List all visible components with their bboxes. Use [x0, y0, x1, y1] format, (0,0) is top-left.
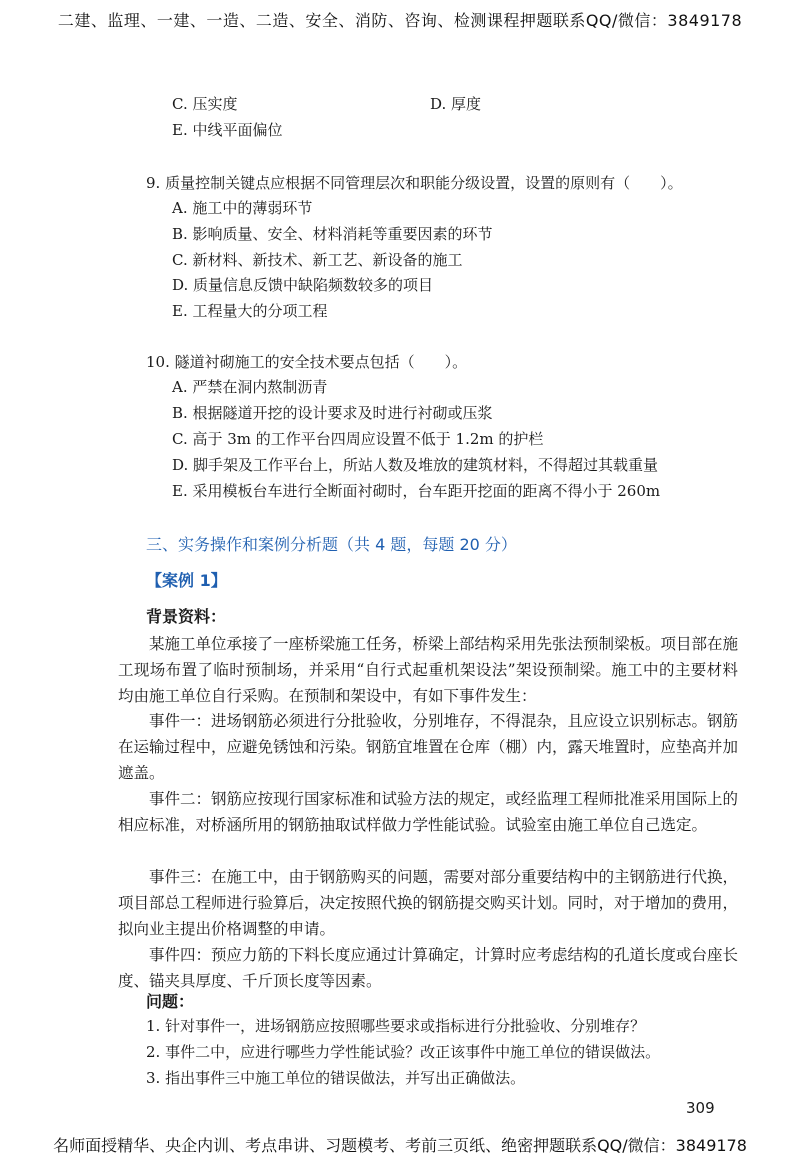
section-title: 三、实务操作和案例分析题（共 4 题，每题 20 分）: [146, 535, 517, 554]
event-2-paragraph: 事件二：钢筋应按现行国家标准和试验方法的规定，或经监理工程师批准采用国际上的相应标准，对桥涵所用的钢筋抽取试样做力学性能试验。试验室由施工单位自己选定。: [118, 790, 739, 834]
q9-option-c: C. 新材料、新技术、新工艺、新设备的施工: [172, 251, 463, 269]
case-title: 【案例 1】: [146, 571, 227, 590]
background-paragraph: 某施工单位承接了一座桥梁施工任务，桥梁上部结构采用先张法预制梁板。项目部在施工现场布置了临时预制场，并采用“自行式起重机架设法”架设预制梁。施工中的主要材料均由施工单位自行采购。在预制和架设中，有如下事件发生：: [118, 635, 739, 705]
q9-stem: 9. 质量控制关键点应根据不同管理层次和职能分级设置，设置的原则有（ ）。: [146, 174, 683, 192]
q9-option-b: B. 影响质量、安全、材料消耗等重要因素的环节: [172, 225, 493, 243]
event-3-paragraph: 事件三：在施工中，由于钢筋购买的问题，需要对部分重要结构中的主钢筋进行代换，项目部总工程师进行验算后，决定按照代换的钢筋提交购买计划。同时，对于增加的费用，拟向业主提出价格调整的申请。: [118, 868, 739, 938]
questions-label: 问题：: [146, 992, 195, 1011]
question-2: 2. 事件二中，应进行哪些力学性能试验？改正该事件中施工单位的错误做法。: [146, 1043, 661, 1061]
event-4-paragraph: 事件四：预应力筋的下料长度应通过计算确定，计算时应考虑结构的孔道长度或台座长度、锚夹具厚度、千斤顶长度等因素。: [118, 946, 739, 990]
question-1: 1. 针对事件一，进场钢筋应按照哪些要求或指标进行分批验收、分别堆存？: [146, 1017, 646, 1035]
q10-option-d: D. 脚手架及工作平台上，所站人数及堆放的建筑材料，不得超过其载重量: [172, 456, 659, 474]
event-1-paragraph: 事件一：进场钢筋必须进行分批验收，分别堆存，不得混杂，且应设立识别标志。钢筋在运输过程中，应避免锈蚀和污染。钢筋宜堆置在仓库（棚）内，露天堆置时，应垫高并加遮盖。: [118, 712, 739, 782]
q9-option-a: A. 施工中的薄弱环节: [172, 199, 313, 217]
q10-option-e: E. 采用模板台车进行全断面衬砌时，台车距开挖面的距离不得小于 260m: [172, 482, 661, 500]
page-number: 309: [686, 1099, 715, 1117]
q9-option-e: E. 工程量大的分项工程: [172, 302, 328, 320]
page-footer: 名师面授精华、央企内训、考点串讲、习题模考、考前三页纸、绝密押题联系QQ/微信：3849178: [53, 1136, 747, 1155]
q10-option-a: A. 严禁在洞内熬制沥青: [172, 378, 328, 396]
q9-option-d: D. 质量信息反馈中缺陷频数较多的项目: [172, 276, 434, 294]
page-header: 二建、监理、一建、一造、二造、安全、消防、咨询、检测课程押题联系QQ/微信：3849178: [57, 11, 743, 30]
q10-stem: 10. 隧道衬砌施工的安全技术要点包括（ ）。: [146, 353, 468, 371]
q8-option-c: C. 压实度: [172, 95, 238, 113]
q10-option-b: B. 根据隧道开挖的设计要求及时进行衬砌或压浆: [172, 404, 493, 422]
question-3: 3. 指出事件三中施工单位的错误做法，并写出正确做法。: [146, 1069, 526, 1087]
q10-option-c: C. 高于 3m 的工作平台四周应设置不低于 1.2m 的护栏: [172, 430, 544, 448]
background-label: 背景资料：: [146, 607, 227, 626]
q8-option-e: E. 中线平面偏位: [172, 121, 283, 139]
q8-option-d: D. 厚度: [430, 95, 482, 113]
